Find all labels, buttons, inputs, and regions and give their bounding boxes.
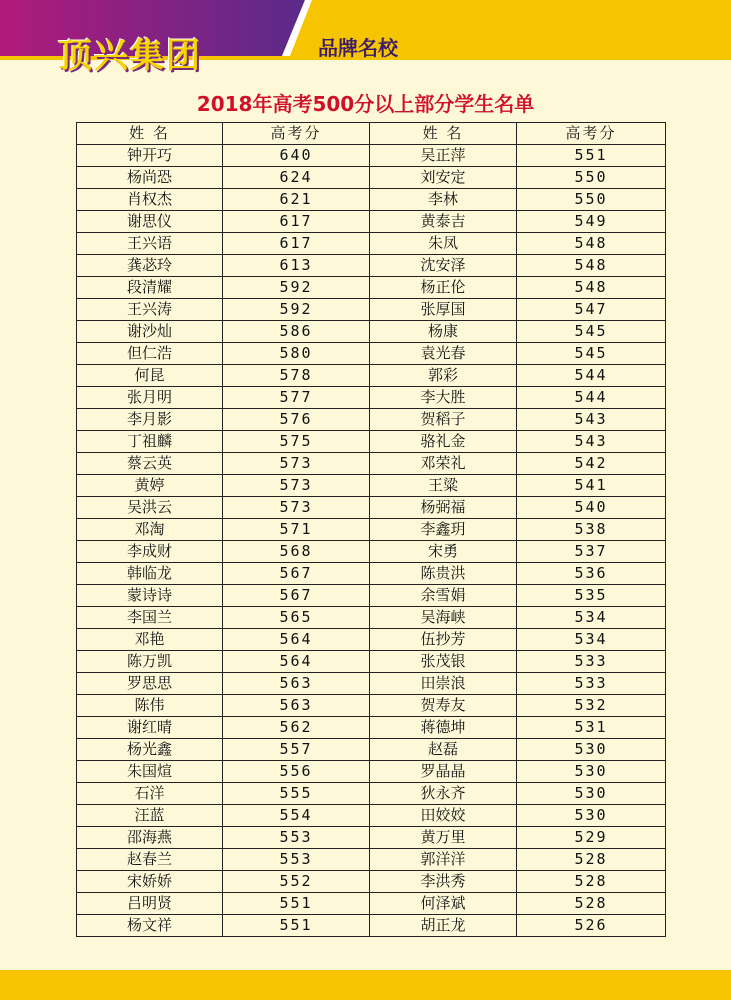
table-row	[77, 761, 666, 783]
score-cell: 532	[517, 695, 666, 717]
score-cell: 528	[517, 893, 666, 915]
student-name-cell: 杨康	[370, 321, 517, 343]
table-row	[77, 695, 666, 717]
score-cell: 617	[223, 211, 370, 233]
table-row	[77, 893, 666, 915]
table-row	[77, 145, 666, 167]
student-name-cell: 黄万里	[370, 827, 517, 849]
score-cell: 580	[223, 343, 370, 365]
table-row	[77, 431, 666, 453]
student-name-cell: 邓荣礼	[370, 453, 517, 475]
student-name-cell: 杨尚恐	[77, 167, 223, 189]
student-name-cell: 龚苾玲	[77, 255, 223, 277]
student-name-cell: 王粱	[370, 475, 517, 497]
table-row	[77, 453, 666, 475]
table-row	[77, 343, 666, 365]
student-name-cell: 邓艳	[77, 629, 223, 651]
student-name-cell: 谢思仪	[77, 211, 223, 233]
score-cell: 548	[517, 277, 666, 299]
score-cell: 556	[223, 761, 370, 783]
score-cell: 535	[517, 585, 666, 607]
score-cell: 563	[223, 673, 370, 695]
student-name-cell: 丁祖麟	[77, 431, 223, 453]
score-cell: 544	[517, 365, 666, 387]
score-cell: 538	[517, 519, 666, 541]
student-name-cell: 杨光鑫	[77, 739, 223, 761]
student-name-cell: 何昆	[77, 365, 223, 387]
score-cell: 577	[223, 387, 370, 409]
table-row	[77, 563, 666, 585]
score-cell: 567	[223, 563, 370, 585]
score-cell: 592	[223, 277, 370, 299]
score-cell: 557	[223, 739, 370, 761]
col-header-score: 高考分	[223, 123, 370, 145]
student-name-cell: 蒋德坤	[370, 717, 517, 739]
table-row	[77, 167, 666, 189]
student-name-cell: 吴洪云	[77, 497, 223, 519]
score-cell: 533	[517, 651, 666, 673]
student-name-cell: 蒙诗诗	[77, 585, 223, 607]
student-name-cell: 邓淘	[77, 519, 223, 541]
score-cell: 551	[223, 915, 370, 937]
student-name-cell: 朱国煊	[77, 761, 223, 783]
table-row	[77, 255, 666, 277]
score-cell: 562	[223, 717, 370, 739]
score-cell: 553	[223, 827, 370, 849]
table-row	[77, 585, 666, 607]
student-name-cell: 袁光春	[370, 343, 517, 365]
table-row	[77, 211, 666, 233]
student-name-cell: 段清耀	[77, 277, 223, 299]
table-row	[77, 387, 666, 409]
score-cell: 528	[517, 871, 666, 893]
table-row	[77, 629, 666, 651]
student-name-cell: 田姣姣	[370, 805, 517, 827]
score-cell: 549	[517, 211, 666, 233]
table-row	[77, 673, 666, 695]
student-name-cell: 但仁浩	[77, 343, 223, 365]
student-name-cell: 郭彩	[370, 365, 517, 387]
table-row	[77, 189, 666, 211]
student-name-cell: 沈安泽	[370, 255, 517, 277]
student-name-cell: 陈伟	[77, 695, 223, 717]
score-cell: 578	[223, 365, 370, 387]
student-name-cell: 李月影	[77, 409, 223, 431]
table-row	[77, 233, 666, 255]
student-name-cell: 王兴涛	[77, 299, 223, 321]
student-name-cell: 骆礼金	[370, 431, 517, 453]
score-cell: 564	[223, 629, 370, 651]
table-row	[77, 409, 666, 431]
table-row	[77, 915, 666, 937]
table-row	[77, 519, 666, 541]
student-name-cell: 吴海峡	[370, 607, 517, 629]
score-cell: 541	[517, 475, 666, 497]
score-cell: 567	[223, 585, 370, 607]
score-cell: 526	[517, 915, 666, 937]
student-name-cell: 郭洋洋	[370, 849, 517, 871]
brand-slogan: 品牌名校	[318, 36, 398, 60]
score-cell: 544	[517, 387, 666, 409]
score-cell: 551	[517, 145, 666, 167]
score-cell: 617	[223, 233, 370, 255]
score-cell: 548	[517, 233, 666, 255]
table-row	[77, 849, 666, 871]
score-cell: 576	[223, 409, 370, 431]
student-name-cell: 李国兰	[77, 607, 223, 629]
student-name-cell: 杨文祥	[77, 915, 223, 937]
table-row	[77, 365, 666, 387]
student-name-cell: 钟开巧	[77, 145, 223, 167]
score-cell: 553	[223, 849, 370, 871]
page-title: 2018年高考500分以上部分学生名单	[196, 92, 535, 116]
score-cell: 573	[223, 453, 370, 475]
score-cell: 545	[517, 343, 666, 365]
student-name-cell: 罗晶晶	[370, 761, 517, 783]
student-name-cell: 宋娇娇	[77, 871, 223, 893]
score-cell: 540	[517, 497, 666, 519]
student-name-cell: 何泽斌	[370, 893, 517, 915]
score-cell: 534	[517, 629, 666, 651]
score-cell: 547	[517, 299, 666, 321]
student-name-cell: 杨弼福	[370, 497, 517, 519]
score-cell: 530	[517, 761, 666, 783]
student-name-cell: 贺寿友	[370, 695, 517, 717]
score-table	[76, 122, 666, 937]
score-cell: 613	[223, 255, 370, 277]
table-row	[77, 299, 666, 321]
student-name-cell: 张厚国	[370, 299, 517, 321]
student-name-cell: 杨正伦	[370, 277, 517, 299]
student-name-cell: 邵海燕	[77, 827, 223, 849]
col-header-name: 姓 名	[370, 123, 517, 145]
student-name-cell: 黄泰吉	[370, 211, 517, 233]
student-name-cell: 陈万凯	[77, 651, 223, 673]
student-name-cell: 赵磊	[370, 739, 517, 761]
col-header-name: 姓 名	[77, 123, 223, 145]
score-cell: 530	[517, 805, 666, 827]
score-cell: 640	[223, 145, 370, 167]
score-cell: 568	[223, 541, 370, 563]
score-cell: 543	[517, 409, 666, 431]
student-name-cell: 刘安定	[370, 167, 517, 189]
table-row	[77, 827, 666, 849]
student-name-cell: 胡正龙	[370, 915, 517, 937]
student-name-cell: 余雪娟	[370, 585, 517, 607]
footer-band	[0, 970, 731, 1000]
table-row	[77, 717, 666, 739]
student-name-cell: 蔡云英	[77, 453, 223, 475]
table-row	[77, 321, 666, 343]
table-row	[77, 497, 666, 519]
score-cell: 537	[517, 541, 666, 563]
score-cell: 586	[223, 321, 370, 343]
student-name-cell: 罗思思	[77, 673, 223, 695]
score-cell: 563	[223, 695, 370, 717]
student-name-cell: 李成财	[77, 541, 223, 563]
score-cell: 551	[223, 893, 370, 915]
score-cell: 536	[517, 563, 666, 585]
table-row	[77, 805, 666, 827]
student-name-cell: 肖权杰	[77, 189, 223, 211]
score-cell: 575	[223, 431, 370, 453]
score-cell: 571	[223, 519, 370, 541]
student-name-cell: 王兴语	[77, 233, 223, 255]
student-name-cell: 张茂银	[370, 651, 517, 673]
score-cell: 552	[223, 871, 370, 893]
table-row	[77, 739, 666, 761]
student-name-cell: 伍抄芳	[370, 629, 517, 651]
student-name-cell: 陈贵洪	[370, 563, 517, 585]
student-name-cell: 谢沙灿	[77, 321, 223, 343]
table-row	[77, 541, 666, 563]
table-row	[77, 607, 666, 629]
student-name-cell: 赵春兰	[77, 849, 223, 871]
student-name-cell: 吕明贤	[77, 893, 223, 915]
student-name-cell: 张月明	[77, 387, 223, 409]
student-name-cell: 黄婷	[77, 475, 223, 497]
score-cell: 534	[517, 607, 666, 629]
score-cell: 530	[517, 739, 666, 761]
student-name-cell: 狄永齐	[370, 783, 517, 805]
score-cell: 530	[517, 783, 666, 805]
score-cell: 550	[517, 167, 666, 189]
header-banner	[0, 0, 731, 90]
table-row	[77, 783, 666, 805]
student-name-cell: 韩临龙	[77, 563, 223, 585]
score-cell: 542	[517, 453, 666, 475]
score-cell: 573	[223, 475, 370, 497]
score-cell: 624	[223, 167, 370, 189]
student-name-cell: 李鑫玥	[370, 519, 517, 541]
table-row	[77, 651, 666, 673]
score-cell: 554	[223, 805, 370, 827]
student-name-cell: 田崇浪	[370, 673, 517, 695]
student-name-cell: 汪蓝	[77, 805, 223, 827]
student-name-cell: 谢红晴	[77, 717, 223, 739]
score-cell: 543	[517, 431, 666, 453]
student-name-cell: 朱凤	[370, 233, 517, 255]
score-cell: 550	[517, 189, 666, 211]
student-name-cell: 吴正萍	[370, 145, 517, 167]
score-cell: 555	[223, 783, 370, 805]
table-row	[77, 871, 666, 893]
student-name-cell: 李大胜	[370, 387, 517, 409]
student-name-cell: 李林	[370, 189, 517, 211]
score-cell: 548	[517, 255, 666, 277]
score-cell: 545	[517, 321, 666, 343]
score-cell: 528	[517, 849, 666, 871]
student-name-cell: 宋勇	[370, 541, 517, 563]
student-name-cell: 贺稻子	[370, 409, 517, 431]
score-cell: 573	[223, 497, 370, 519]
score-cell: 533	[517, 673, 666, 695]
student-name-cell: 李洪秀	[370, 871, 517, 893]
table-row	[77, 475, 666, 497]
score-cell: 531	[517, 717, 666, 739]
score-cell: 592	[223, 299, 370, 321]
score-cell: 565	[223, 607, 370, 629]
score-cell: 621	[223, 189, 370, 211]
table-row	[77, 277, 666, 299]
table-header-row	[77, 123, 666, 145]
score-cell: 564	[223, 651, 370, 673]
student-name-cell: 石洋	[77, 783, 223, 805]
table-body	[77, 145, 666, 937]
brand-logo: 顶兴集团	[58, 36, 202, 76]
col-header-score: 高考分	[517, 123, 666, 145]
score-cell: 529	[517, 827, 666, 849]
